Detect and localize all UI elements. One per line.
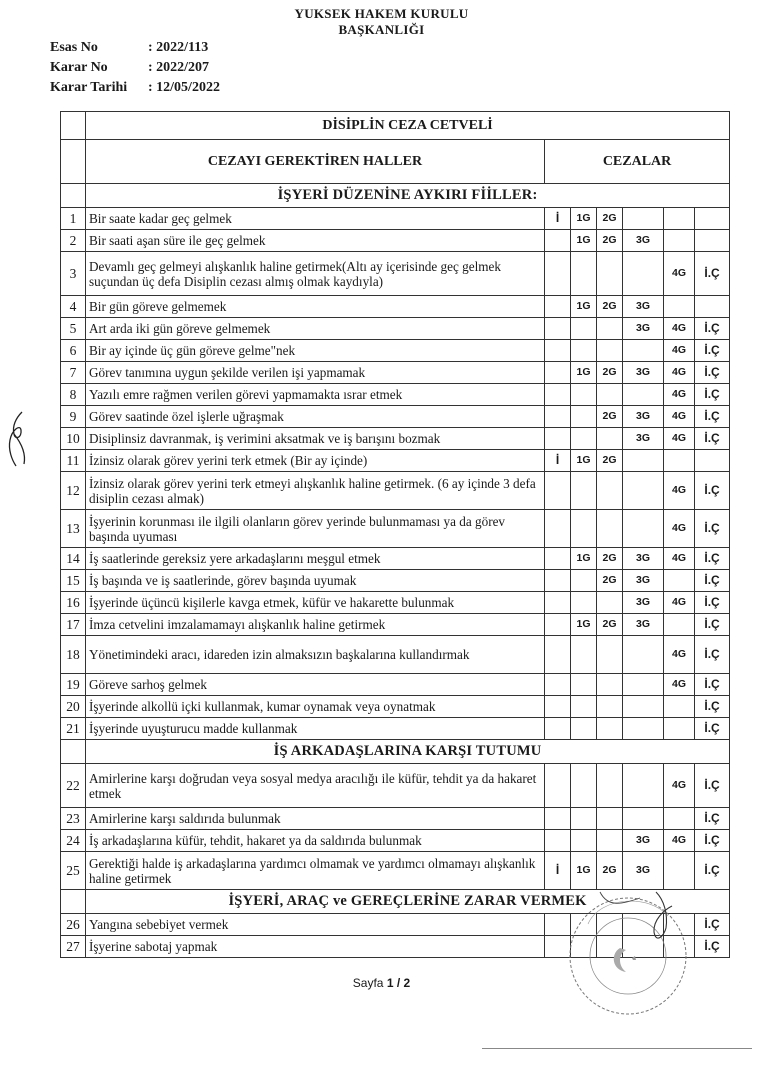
penalty-cell: [664, 450, 695, 472]
penalty-cell: 3G: [623, 570, 664, 592]
penalty-cell: 3G: [623, 592, 664, 614]
penalty-cell: İ.Ç: [695, 636, 730, 674]
row-description: İmza cetvelini imzalamamayı alışkanlık haline getirmek: [86, 614, 545, 636]
penalty-cell: İ: [545, 450, 571, 472]
meta-value: : 12/05/2022: [148, 80, 220, 95]
penalty-cell: İ.Ç: [695, 406, 730, 428]
penalty-cell: 2G: [597, 230, 623, 252]
penalty-cell: [545, 764, 571, 808]
penalty-cell: [571, 472, 597, 510]
penalty-cell: [664, 230, 695, 252]
penalty-cell: İ: [545, 852, 571, 890]
row-description: Yönetimindeki aracı, idareden izin almaksızın başkalarına kullandırmak: [86, 636, 545, 674]
penalty-cell: [597, 764, 623, 808]
penalty-cell: [597, 318, 623, 340]
penalty-cell: [623, 808, 664, 830]
penalty-cell: [545, 340, 571, 362]
penalty-cell: [623, 636, 664, 674]
row-description: İş saatlerinde gereksiz yere arkadaşlarını meşgul etmek: [86, 548, 545, 570]
penalty-cell: [695, 296, 730, 318]
row-description: İzinsiz olarak görev yerini terk etmeyi alışkanlık haline getirmek. (6 ay içinde 3 defa disiplin cezası almak): [86, 472, 545, 510]
row-number: 8: [61, 384, 86, 406]
blank-cell: [61, 184, 86, 208]
penalty-cell: 2G: [597, 852, 623, 890]
row-description: İşyerinde uyuşturucu madde kullanmak: [86, 718, 545, 740]
penalty-cell: [664, 808, 695, 830]
meta-row: [50, 78, 220, 98]
penalty-cell: [571, 252, 597, 296]
table-row: [61, 614, 730, 636]
penalty-cell: [664, 570, 695, 592]
penalty-cell: 1G: [571, 548, 597, 570]
penalty-cell: [571, 636, 597, 674]
table-row: [61, 592, 730, 614]
row-number: 23: [61, 808, 86, 830]
meta-value: : 2022/113: [148, 40, 209, 55]
penalty-cell: İ.Ç: [695, 674, 730, 696]
meta-value: : 2022/207: [148, 60, 210, 75]
penalty-cell: [695, 230, 730, 252]
meta-row: [50, 38, 220, 58]
penalty-cell: [571, 570, 597, 592]
penalty-cell: [545, 406, 571, 428]
row-number: 13: [61, 510, 86, 548]
row-number: 21: [61, 718, 86, 740]
row-number: 14: [61, 548, 86, 570]
penalty-cell: 1G: [571, 296, 597, 318]
penalty-cell: 4G: [664, 510, 695, 548]
penalty-cell: İ: [545, 208, 571, 230]
table-row: [61, 830, 730, 852]
table-header-row: [61, 140, 730, 184]
penalty-cell: [597, 636, 623, 674]
penalty-cell: 3G: [623, 296, 664, 318]
penalty-cell: İ.Ç: [695, 318, 730, 340]
penalty-cell: 4G: [664, 674, 695, 696]
page-number: 1 / 2: [386, 976, 411, 990]
penalty-cell: 4G: [664, 252, 695, 296]
penalty-cell: [623, 674, 664, 696]
penalty-cell: 2G: [597, 362, 623, 384]
penalty-cell: 4G: [664, 406, 695, 428]
page-footer: [0, 976, 763, 990]
row-description: Görev tanımına uygun şekilde verilen işi yapmamak: [86, 362, 545, 384]
case-meta: [50, 38, 220, 98]
penalty-cell: 3G: [623, 362, 664, 384]
penalty-cell: 4G: [664, 384, 695, 406]
penalty-cell: [571, 340, 597, 362]
row-number: 9: [61, 406, 86, 428]
blank-cell: [61, 112, 86, 140]
penalty-cell: [664, 852, 695, 890]
penalty-cell: 3G: [623, 428, 664, 450]
blank-cell: [61, 140, 86, 184]
penalty-cell: [597, 340, 623, 362]
penalty-cell: [545, 718, 571, 740]
penalty-cell: [597, 428, 623, 450]
penalty-cell: [545, 384, 571, 406]
penalty-cell: 2G: [597, 548, 623, 570]
penalty-cell: 2G: [597, 296, 623, 318]
official-stamp: [560, 888, 695, 1028]
table-row: [61, 472, 730, 510]
penalty-cell: [623, 340, 664, 362]
row-number: 26: [61, 914, 86, 936]
row-number: 11: [61, 450, 86, 472]
table-row: [61, 208, 730, 230]
row-description: İzinsiz olarak görev yerini terk etmek (Bir ay içinde): [86, 450, 545, 472]
row-description: Gerektiği halde iş arkadaşlarına yardımcı olmamak ve yardımcı olmamayı alışkanlık haline getirmek: [86, 852, 545, 890]
penalty-cell: [545, 696, 571, 718]
penalty-cell: [664, 208, 695, 230]
table-title: DİSİPLİN CEZA CETVELİ: [86, 112, 730, 140]
row-description: Yangına sebebiyet vermek: [86, 914, 545, 936]
table-row: [61, 510, 730, 548]
penalty-cell: [597, 830, 623, 852]
table-row: [61, 384, 730, 406]
penalty-cell: [571, 592, 597, 614]
penalty-cell: [623, 764, 664, 808]
penalty-cell: 4G: [664, 318, 695, 340]
penalty-cell: 2G: [597, 406, 623, 428]
row-number: 10: [61, 428, 86, 450]
table-row: [61, 718, 730, 740]
penalty-cell: İ.Ç: [695, 936, 730, 958]
table-title-row: [61, 112, 730, 140]
penalty-cell: [545, 230, 571, 252]
penalty-cell: [545, 296, 571, 318]
header-line-2: BAŞKANLIĞI: [338, 22, 425, 37]
row-number: 20: [61, 696, 86, 718]
row-description: İşyerinin korunması ile ilgili olanların görev yerinde bulunmaması ya da görev başında uyuması: [86, 510, 545, 548]
row-number: 18: [61, 636, 86, 674]
table-row: [61, 808, 730, 830]
row-number: 27: [61, 936, 86, 958]
row-description: Bir gün göreve gelmemek: [86, 296, 545, 318]
meta-label: Esas No: [50, 40, 98, 55]
footer-prefix: Sayfa: [352, 976, 384, 990]
penalty-cell: 1G: [571, 208, 597, 230]
row-description: İşyerinde alkollü içki kullanmak, kumar oynamak veya oynatmak: [86, 696, 545, 718]
table-row: [61, 406, 730, 428]
penalty-cell: İ.Ç: [695, 914, 730, 936]
penalty-cell: [695, 450, 730, 472]
penalty-cell: [571, 428, 597, 450]
table-row: [61, 230, 730, 252]
section-title: İŞYERİ, ARAÇ ve GEREÇLERİNE ZARAR VERMEK: [86, 890, 730, 914]
penalty-cell: 2G: [597, 614, 623, 636]
penalty-cell: 1G: [571, 614, 597, 636]
table-row: [61, 318, 730, 340]
row-number: 17: [61, 614, 86, 636]
penalty-cell: [664, 696, 695, 718]
row-number: 15: [61, 570, 86, 592]
penalty-cell: [623, 696, 664, 718]
row-description: Art arda iki gün göreve gelmemek: [86, 318, 545, 340]
penalty-cell: İ.Ç: [695, 548, 730, 570]
penalty-cell: 4G: [664, 592, 695, 614]
penalty-cell: [597, 384, 623, 406]
row-description: Göreve sarhoş gelmek: [86, 674, 545, 696]
penalty-cell: [545, 614, 571, 636]
penalty-cell: [597, 472, 623, 510]
penalty-cell: İ.Ç: [695, 592, 730, 614]
penalty-cell: İ.Ç: [695, 428, 730, 450]
row-number: 22: [61, 764, 86, 808]
penalty-cell: [545, 592, 571, 614]
penalty-cell: 3G: [623, 230, 664, 252]
penalty-cell: [571, 674, 597, 696]
penalty-cell: 2G: [597, 570, 623, 592]
meta-label: Karar No: [50, 60, 108, 75]
table-row: [61, 296, 730, 318]
penalty-cell: [545, 510, 571, 548]
penalty-cell: İ.Ç: [695, 696, 730, 718]
penalty-cell: 1G: [571, 230, 597, 252]
table-row: [61, 696, 730, 718]
penalty-cell: [597, 674, 623, 696]
row-description: Amirlerine karşı doğrudan veya sosyal medya aracılığı ile küfür, tehdit ya da hakaret etmek: [86, 764, 545, 808]
penalty-cell: 4G: [664, 830, 695, 852]
penalty-cell: [545, 318, 571, 340]
row-description: Yazılı emre rağmen verilen görevi yapmamakta ısrar etmek: [86, 384, 545, 406]
penalty-cell: [545, 472, 571, 510]
penalty-cell: [545, 674, 571, 696]
penalty-cell: [597, 252, 623, 296]
penalty-cell: İ.Ç: [695, 614, 730, 636]
table-row: [61, 570, 730, 592]
table-row: [61, 252, 730, 296]
penalty-cell: İ.Ç: [695, 340, 730, 362]
penalty-cell: İ.Ç: [695, 510, 730, 548]
penalty-cell: [597, 718, 623, 740]
row-number: 5: [61, 318, 86, 340]
penalty-cell: [623, 450, 664, 472]
penalty-cell: İ.Ç: [695, 718, 730, 740]
penalty-cell: 3G: [623, 406, 664, 428]
row-description: Bir saate kadar geç gelmek: [86, 208, 545, 230]
row-description: Amirlerine karşı saldırıda bulunmak: [86, 808, 545, 830]
penalty-cell: [695, 208, 730, 230]
penalty-cell: [545, 830, 571, 852]
penalty-cell: [545, 636, 571, 674]
section-row: [61, 740, 730, 764]
table-row: [61, 428, 730, 450]
row-description: İş arkadaşlarına küfür, tehdit, hakaret ya da saldırıda bulunmak: [86, 830, 545, 852]
penalty-cell: [571, 510, 597, 548]
penalty-cell: [545, 548, 571, 570]
penalty-cell: [545, 362, 571, 384]
penalty-cell: 3G: [623, 852, 664, 890]
row-description: İşyerine sabotaj yapmak: [86, 936, 545, 958]
penalty-cell: İ.Ç: [695, 764, 730, 808]
penalty-cell: İ.Ç: [695, 362, 730, 384]
penalty-cell: [545, 570, 571, 592]
penalty-cell: İ.Ç: [695, 472, 730, 510]
penalty-cell: [545, 252, 571, 296]
penalty-cell: 3G: [623, 830, 664, 852]
row-number: 24: [61, 830, 86, 852]
penalty-cell: 4G: [664, 428, 695, 450]
penalty-cell: [664, 614, 695, 636]
penalty-cell: [571, 830, 597, 852]
table-row: [61, 764, 730, 808]
penalty-cell: [571, 406, 597, 428]
row-description: Devamlı geç gelmeyi alışkanlık haline getirmek(Altı ay içerisinde geç gelmek suçundan üç defa Disiplin cezası almış olmak kaydıyla): [86, 252, 545, 296]
penalty-cell: 4G: [664, 472, 695, 510]
penalty-cell: [623, 208, 664, 230]
document-header: [0, 6, 763, 38]
row-number: 6: [61, 340, 86, 362]
row-description: İş başında ve iş saatlerinde, görev başında uyumak: [86, 570, 545, 592]
table-row: [61, 340, 730, 362]
penalty-cell: [571, 718, 597, 740]
penalty-cell: [571, 808, 597, 830]
penalty-cell: 1G: [571, 362, 597, 384]
penalty-cell: [623, 252, 664, 296]
column-header-cases: CEZAYI GEREKTİREN HALLER: [86, 140, 545, 184]
row-number: 7: [61, 362, 86, 384]
penalty-cell: [545, 808, 571, 830]
row-number: 1: [61, 208, 86, 230]
penalty-cell: [623, 510, 664, 548]
penalty-cell: [571, 764, 597, 808]
penalty-cell: [545, 428, 571, 450]
penalty-cell: [571, 384, 597, 406]
row-description: Görev saatinde özel işlerle uğraşmak: [86, 406, 545, 428]
header-line-1: YUKSEK HAKEM KURULU: [294, 6, 469, 21]
penalty-cell: 4G: [664, 548, 695, 570]
penalty-cell: [623, 384, 664, 406]
row-description: Bir ay içinde üç gün göreve gelme"nek: [86, 340, 545, 362]
row-number: 19: [61, 674, 86, 696]
penalty-cell: 4G: [664, 764, 695, 808]
row-description: İşyerinde üçüncü kişilerle kavga etmek, küfür ve hakarette bulunmak: [86, 592, 545, 614]
row-number: 4: [61, 296, 86, 318]
penalty-cell: 2G: [597, 450, 623, 472]
penalty-cell: İ.Ç: [695, 252, 730, 296]
penalty-cell: [571, 318, 597, 340]
handwritten-mark: [2, 408, 32, 470]
penalty-cell: 4G: [664, 340, 695, 362]
row-number: 3: [61, 252, 86, 296]
penalty-cell: [597, 696, 623, 718]
table-row: [61, 450, 730, 472]
penalty-table: [60, 111, 730, 958]
penalty-cell: 3G: [623, 318, 664, 340]
bottom-rule: [482, 1048, 752, 1049]
penalty-cell: 3G: [623, 614, 664, 636]
section-row: [61, 184, 730, 208]
blank-cell: [61, 890, 86, 914]
penalty-cell: [664, 718, 695, 740]
row-number: 16: [61, 592, 86, 614]
section-title: İŞYERİ DÜZENİNE AYKIRI FİİLLER:: [86, 184, 730, 208]
row-description: Disiplinsiz davranmak, iş verimini aksatmak ve iş barışını bozmak: [86, 428, 545, 450]
penalty-cell: 2G: [597, 208, 623, 230]
penalty-cell: 3G: [623, 548, 664, 570]
penalty-cell: [664, 296, 695, 318]
penalty-cell: [597, 592, 623, 614]
row-number: 25: [61, 852, 86, 890]
meta-row: [50, 58, 220, 78]
penalty-cell: 1G: [571, 450, 597, 472]
penalty-cell: 4G: [664, 362, 695, 384]
column-header-penalties: CEZALAR: [545, 140, 730, 184]
penalty-cell: [597, 510, 623, 548]
blank-cell: [61, 740, 86, 764]
penalty-cell: [623, 472, 664, 510]
table-row: [61, 852, 730, 890]
penalty-cell: İ.Ç: [695, 570, 730, 592]
row-number: 2: [61, 230, 86, 252]
penalty-cell: İ.Ç: [695, 830, 730, 852]
table-row: [61, 674, 730, 696]
penalty-cell: İ.Ç: [695, 852, 730, 890]
section-title: İŞ ARKADAŞLARINA KARŞI TUTUMU: [86, 740, 730, 764]
meta-label: Karar Tarihi: [50, 80, 128, 95]
row-number: 12: [61, 472, 86, 510]
penalty-cell: 4G: [664, 636, 695, 674]
penalty-cell: [597, 808, 623, 830]
penalty-cell: [623, 718, 664, 740]
table-row: [61, 362, 730, 384]
penalty-cell: [571, 696, 597, 718]
penalty-cell: İ.Ç: [695, 808, 730, 830]
penalty-cell: İ.Ç: [695, 384, 730, 406]
table-row: [61, 548, 730, 570]
table-row: [61, 636, 730, 674]
row-description: Bir saati aşan süre ile geç gelmek: [86, 230, 545, 252]
penalty-cell: 1G: [571, 852, 597, 890]
